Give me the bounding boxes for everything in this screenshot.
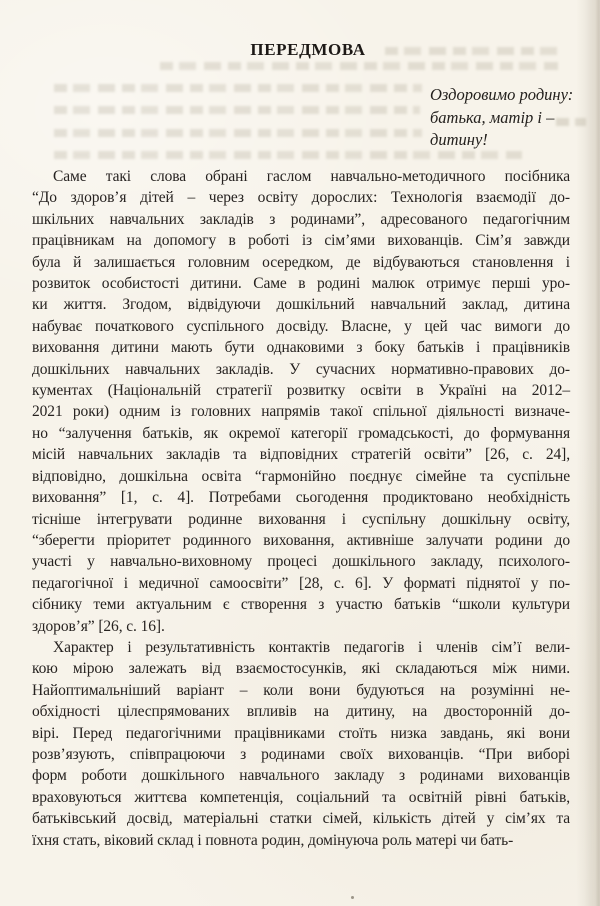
text-line: кою мірою залежать від взаємостосунків, які складаються між ними. (32, 660, 570, 678)
bleedthrough-artifact (54, 151, 522, 159)
text-line: здоров’я” [26, с. 16]. (32, 617, 165, 635)
text-line: виховання дитини мають бути однаковими з боку батьків і працівників (32, 339, 570, 357)
text-line: набуває початкового суспільного досвіду. Власне, у цей час вимоги до (32, 317, 570, 335)
epigraph-line: Оздоровимо родину: (430, 85, 574, 104)
text-line: кументах (Національній стратегії розвитку освіти в Україні на 2012– (32, 382, 570, 400)
text-line: розв’язують, співпрацюючи з родинами своїх вихованців. “При виборі (32, 745, 570, 763)
epigraph-line: дитину! (430, 130, 488, 150)
text-line: їхня стать, віковий склад і повнота родин, домінуюча роль матері чи бать- (32, 831, 514, 849)
text-line: форм роботи дошкільного навчального закладу з родинами вихованців (32, 767, 570, 785)
text-line: “До здоров’я дітей – через освіту дорослих: Технологія взаємодії до- (32, 189, 570, 207)
text-line: Характер і результативність контактів педагогів і членів сім’ї вели- (53, 638, 570, 656)
text-line: дошкільних навчальних закладів. У сучасних нормативно-правових до- (32, 360, 570, 378)
text-line: ки життя. Згодом, відвідуючи дошкільний навчальний заклад, дитина (32, 296, 570, 314)
ink-speck (351, 896, 354, 899)
bleedthrough-artifact (54, 129, 422, 137)
text-line: обхідності цілеспрямованих впливів на дитину, на двосторонній до- (32, 703, 570, 721)
text-line: виховання” [1, с. 4]. Потребами сьогодення продиктовано необхідність (32, 489, 570, 507)
epigraph (430, 84, 595, 152)
text-line: участі у навчально-виховному процесі дошкільного закладу, психолого- (32, 553, 570, 571)
text-line: 2021 роки) одним із головних напрямів такої спільної діяльності визначе- (32, 403, 570, 421)
text-line: батьківський досвід, матеріальні статки сімей, кількість дітей у сім’ях та (32, 810, 570, 828)
page-title: ПЕРЕДМОВА (250, 40, 366, 59)
text-line: но “залучення батьків, як окремої категорії громадськості, до формування (32, 424, 570, 442)
text-line: відповідно, дошкільна освіта “гармонійно поєднує сімейне та суспільне (32, 467, 570, 485)
bleedthrough-artifact (160, 62, 558, 70)
page-edge-shadow (576, 0, 600, 906)
text-line: “зберегти пріоритет родинного виховання, активніше залучати родини до (32, 531, 570, 549)
text-line: шкільних навчальних закладів з родинами”, адресованого педагогічним (32, 210, 570, 228)
preface-body (32, 166, 570, 851)
text-line: була й залишається головним осередком, де відбуваються становлення і (32, 253, 570, 271)
bleedthrough-artifact (54, 106, 420, 114)
text-line: враховуються життєва компетенція, соціальний та освітній рівні батьків, (32, 788, 570, 806)
text-line: місій навчальних закладів та відповідних стратегій освіти” [26, с. 24], (32, 446, 570, 464)
text-line: розвиток особистості дитини. Саме в родині малюк отримує перші уро- (32, 275, 570, 293)
text-line: Саме такі слова обрані гаслом навчально-методичного посібника (53, 168, 570, 185)
bleedthrough-artifact (54, 84, 422, 92)
text-line: Найоптимальніший варіант – коли вони будуються на розумінні не- (32, 681, 570, 699)
text-line: вірі. Перед педагогічними працівниками стоїть низка завдань, які вони (32, 724, 570, 742)
text-line: працівникам на допомогу в роботі із сім’ями вихованців. Сім’я завжди (32, 232, 570, 250)
text-line: тісніше інтегрувати родинне виховання і суспільну дошкільну освіту, (32, 510, 570, 528)
epigraph-line: батька, матір і – (430, 107, 555, 127)
text-line: сібнику теми актуальним є створення з участю батьків “школи культури (32, 596, 570, 614)
text-line: педагогічної і медичної самоосвіти” [28, с. 6]. У форматі піднятої у по- (32, 574, 570, 592)
